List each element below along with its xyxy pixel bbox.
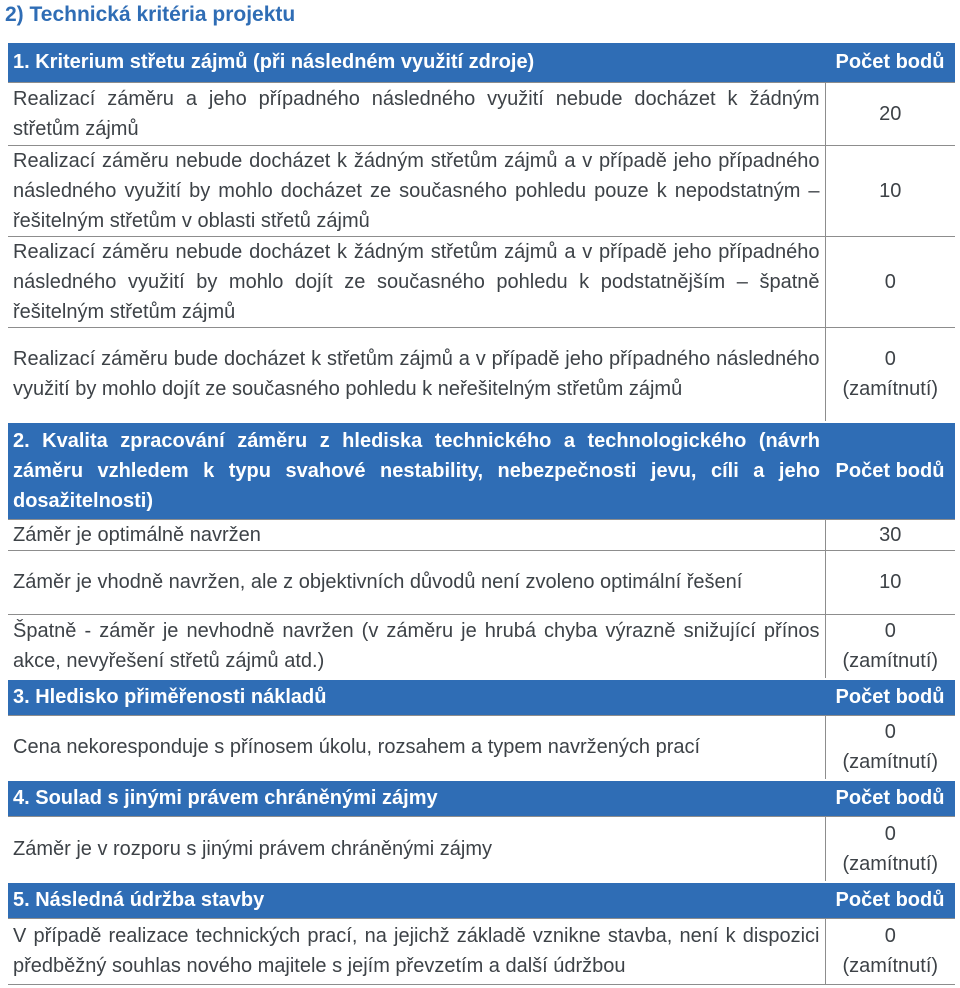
table-row [8, 614, 955, 679]
points-value [825, 816, 955, 882]
rejection-note: (zamítnutí) [842, 955, 939, 977]
section-title: 2. Kvalita zpracování záměru z hlediska technického a technologického (návrh záměru vzhledem k typu svahové nestability, nebezpečnosti jevu, cíli a jeho dosažitelnosti) [8, 422, 825, 519]
points-value [825, 82, 955, 145]
points-value [825, 614, 955, 679]
points-column-header: Počet bodů [825, 42, 955, 82]
criterion-text: Realizací záměru nebude docházet k žádným střetům zájmů a v případě jeho případného následného využití by mohlo dojít ze současného pohledu k podstatnějším – špatně řešitelným střetům zájmů [8, 236, 825, 327]
section-title: 3. Hledisko přiměřenosti nákladů [8, 679, 825, 715]
table-row [8, 145, 955, 236]
page-heading: 2) Technická kritéria projektu [5, 3, 296, 26]
section-title: 1. Kriterium střetu zájmů (při následném využití zdroje) [8, 42, 825, 82]
points-number: 10 [879, 179, 902, 202]
points-column-header: Počet bodů [825, 679, 955, 715]
section-header-4 [8, 780, 955, 816]
table-row [8, 327, 955, 422]
points-value [825, 519, 955, 550]
points-value [825, 327, 955, 422]
table-row [8, 519, 955, 550]
criterion-text: Záměr je vhodně navržen, ale z objektivních důvodů není zvoleno optimální řešení [8, 550, 825, 614]
criterion-text: Realizací záměru bude docházet k střetům zájmů a v případě jeho případného následného využití by mohlo dojít ze současného pohledu k neřešitelným střetům zájmů [8, 327, 825, 422]
points-number: 10 [879, 571, 902, 593]
table-row [8, 918, 955, 984]
points-column-header: Počet bodů [825, 780, 955, 816]
points-column-header: Počet bodů [825, 882, 955, 918]
points-number: 0 [884, 822, 896, 845]
table-row [8, 236, 955, 327]
points-number: 20 [879, 102, 902, 125]
table-row [8, 715, 955, 780]
section-title: 5. Následná údržba stavby [8, 882, 825, 918]
table-row [8, 82, 955, 145]
points-number: 0 [884, 270, 896, 293]
section-title: 4. Soulad s jinými právem chráněnými zájmy [8, 780, 825, 816]
points-value [825, 715, 955, 780]
criterion-text: V případě realizace technických prací, na jejichž základě vznikne stavba, není k dispozici předběžný souhlas nového majitele s jejím převzetím a další údržbou [8, 918, 825, 984]
criterion-text: Realizací záměru nebude docházet k žádným střetům zájmů a v případě jeho případného následného využití by mohlo docházet ze současného pohledu pouze k nepodstatným – řešitelným střetům v oblasti střetů zájmů [8, 145, 825, 236]
criteria-table [8, 41, 955, 985]
points-number: 0 [884, 620, 896, 643]
points-number: 0 [884, 925, 896, 947]
section-header-5 [8, 882, 955, 918]
section-header-3 [8, 679, 955, 715]
table-row [8, 816, 955, 882]
rejection-note: (zamítnutí) [842, 378, 939, 401]
section-header-2 [8, 422, 955, 519]
rejection-note: (zamítnutí) [842, 751, 939, 774]
criterion-text: Cena nekoresponduje s přínosem úkolu, rozsahem a typem navržených prací [8, 715, 825, 780]
points-value [825, 550, 955, 614]
table-row [8, 550, 955, 614]
criterion-text: Realizací záměru a jeho případného následného využití nebude docházet k žádným střetům zájmů [8, 82, 825, 145]
points-number: 30 [879, 523, 902, 546]
points-column-header: Počet bodů [825, 422, 955, 519]
rejection-note: (zamítnutí) [842, 650, 939, 673]
points-value [825, 236, 955, 327]
points-value [825, 918, 955, 984]
criterion-text: Špatně - záměr je nevhodně navržen (v záměru je hrubá chyba výrazně snižující přínos akce, nevyřešení střetů zájmů atd.) [8, 614, 825, 679]
section-header-1 [8, 42, 955, 82]
rejection-note: (zamítnutí) [842, 852, 939, 875]
criterion-text: Záměr je optimálně navržen [8, 519, 825, 550]
points-number: 0 [884, 721, 896, 744]
points-number: 0 [884, 348, 896, 371]
criterion-text: Záměr je v rozporu s jinými právem chráněnými zájmy [8, 816, 825, 882]
points-value [825, 145, 955, 236]
